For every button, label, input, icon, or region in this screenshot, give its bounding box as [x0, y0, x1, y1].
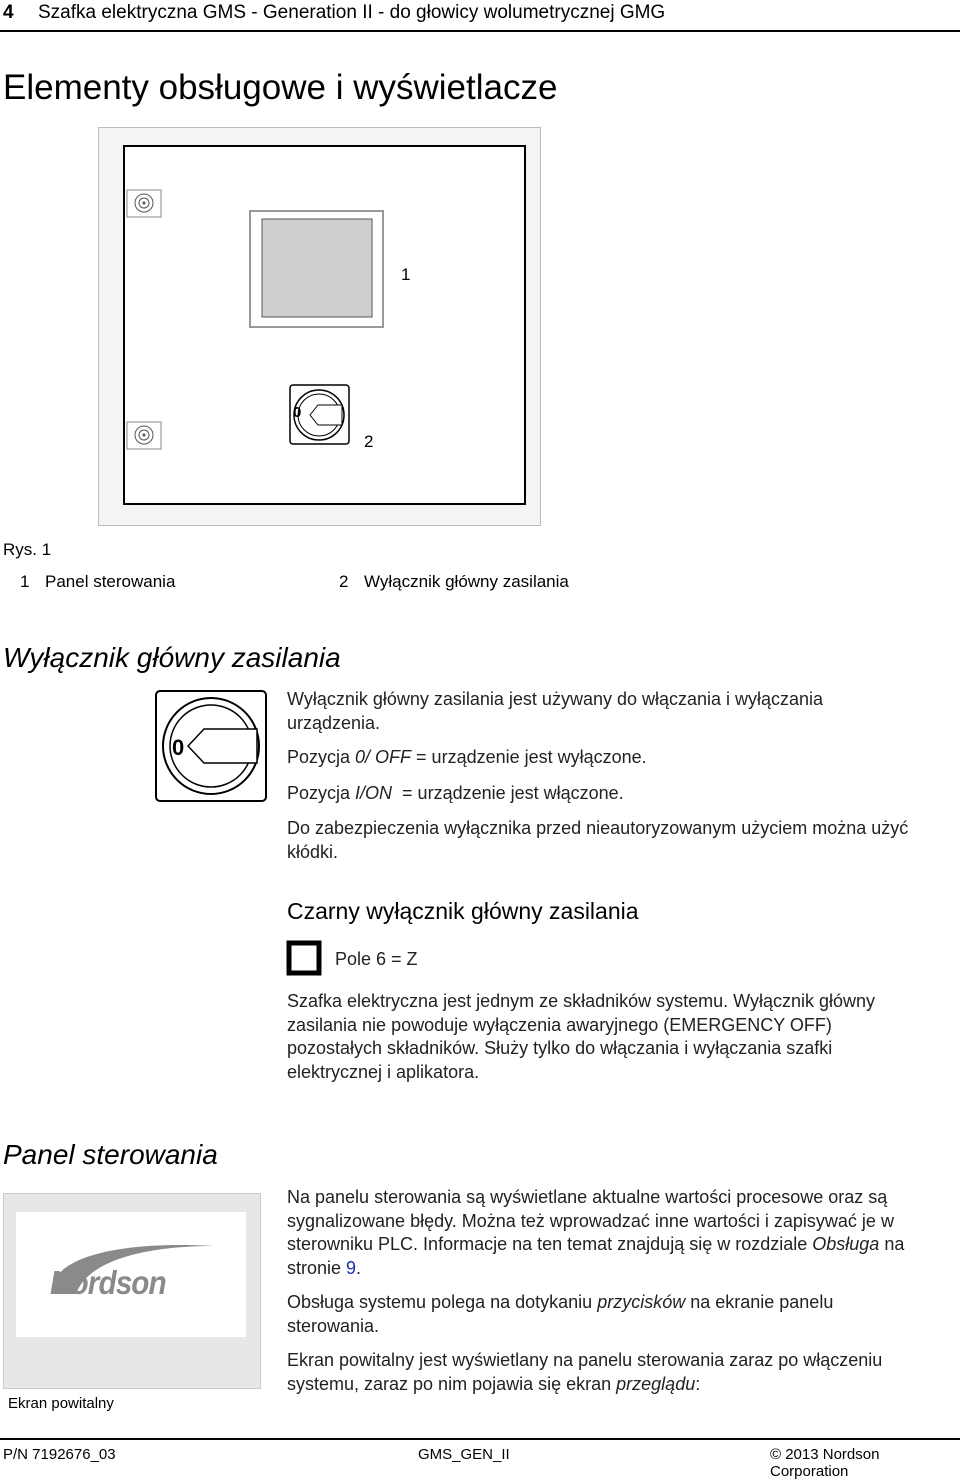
nordson-logo-text: Nordson	[50, 1264, 166, 1301]
page-number: 4	[3, 2, 14, 23]
legend-num-2: 2	[339, 572, 349, 591]
welcome-screen-display	[16, 1212, 246, 1337]
page-title: Elementy obsługowe i wyświetlacze	[3, 68, 558, 107]
switch-paragraph-3: Pozycja I/ON = urządzenie jest włączone.	[287, 783, 624, 803]
screw-icon	[127, 190, 161, 217]
pole-symbol-icon	[286, 940, 322, 976]
legend-num-1: 1	[20, 572, 30, 591]
welcome-screen-image	[3, 1193, 261, 1389]
switch-zero-label: 0	[293, 404, 302, 421]
page-link[interactable]: 9	[346, 1257, 357, 1278]
callout-2: 2	[364, 432, 374, 451]
cabinet-drawing	[98, 127, 541, 526]
section-heading-panel: Panel sterowania	[3, 1139, 218, 1170]
footer-part-number: P/N 7192676_03	[3, 1446, 116, 1463]
switch-paragraph-1: Wyłącznik główny zasilania jest używany do włączania i wyłączania urządzenia.	[287, 689, 824, 733]
panel-paragraph-1: Na panelu sterowania są wyświetlane aktualne wartości procesowe oraz są sygnalizowane błędy. Można też wprowadzać inne wartości i zapisywać je w sterowniku PLC. Informacje na ten temat znajdują się w rozdziale Obsługa na stronie 9.	[287, 1187, 905, 1278]
main-switch-zero: 0	[172, 735, 185, 760]
figure-caption: Rys. 1	[3, 540, 52, 559]
pole-label: Pole 6 = Z	[335, 949, 418, 969]
callout-1: 1	[401, 265, 411, 284]
switch-paragraph-4: Do zabezpieczenia wyłącznika przed nieautoryzowanym użyciem można użyć kłódki.	[287, 818, 909, 862]
legend-text-2: Wyłącznik główny zasilania	[364, 572, 569, 591]
panel-paragraph-3: Ekran powitalny jest wyświetlany na panelu sterowania zaraz po włączeniu systemu, zaraz po nim pojawia się ekran przeglądu:	[287, 1350, 883, 1394]
running-header-title: Szafka elektryczna GMS - Generation II - do głowicy wolumetrycznej GMG	[38, 2, 666, 23]
panel-paragraph-2: Obsługa systemu polega na dotykaniu przycisków na ekranie panelu sterowania.	[287, 1292, 834, 1336]
welcome-screen-caption: Ekran powitalny	[8, 1395, 114, 1412]
legend-text-1: Panel sterowania	[45, 572, 176, 591]
switch-paragraph-2: Pozycja 0/ OFF = urządzenie jest wyłączone.	[287, 747, 647, 767]
footer-rule	[0, 1438, 960, 1440]
screw-icon	[127, 422, 161, 449]
section-heading-switch: Wyłącznik główny zasilania	[3, 642, 341, 673]
footer-doc-code: GMS_GEN_II	[418, 1446, 510, 1463]
header-rule	[0, 30, 960, 32]
subsection-heading-black-switch: Czarny wyłącznik główny zasilania	[287, 898, 639, 924]
footer-copyright: © 2013 Nordson Corporation	[770, 1446, 880, 1480]
black-switch-paragraph: Szafka elektryczna jest jednym ze składników systemu. Wyłącznik główny zasilania nie powoduje wyłączenia awaryjnego (EMERGENCY OFF) pozostałych składników. Służy tylko do włączania i wyłączania szafki elektrycznej i aplikatora.	[287, 991, 876, 1082]
